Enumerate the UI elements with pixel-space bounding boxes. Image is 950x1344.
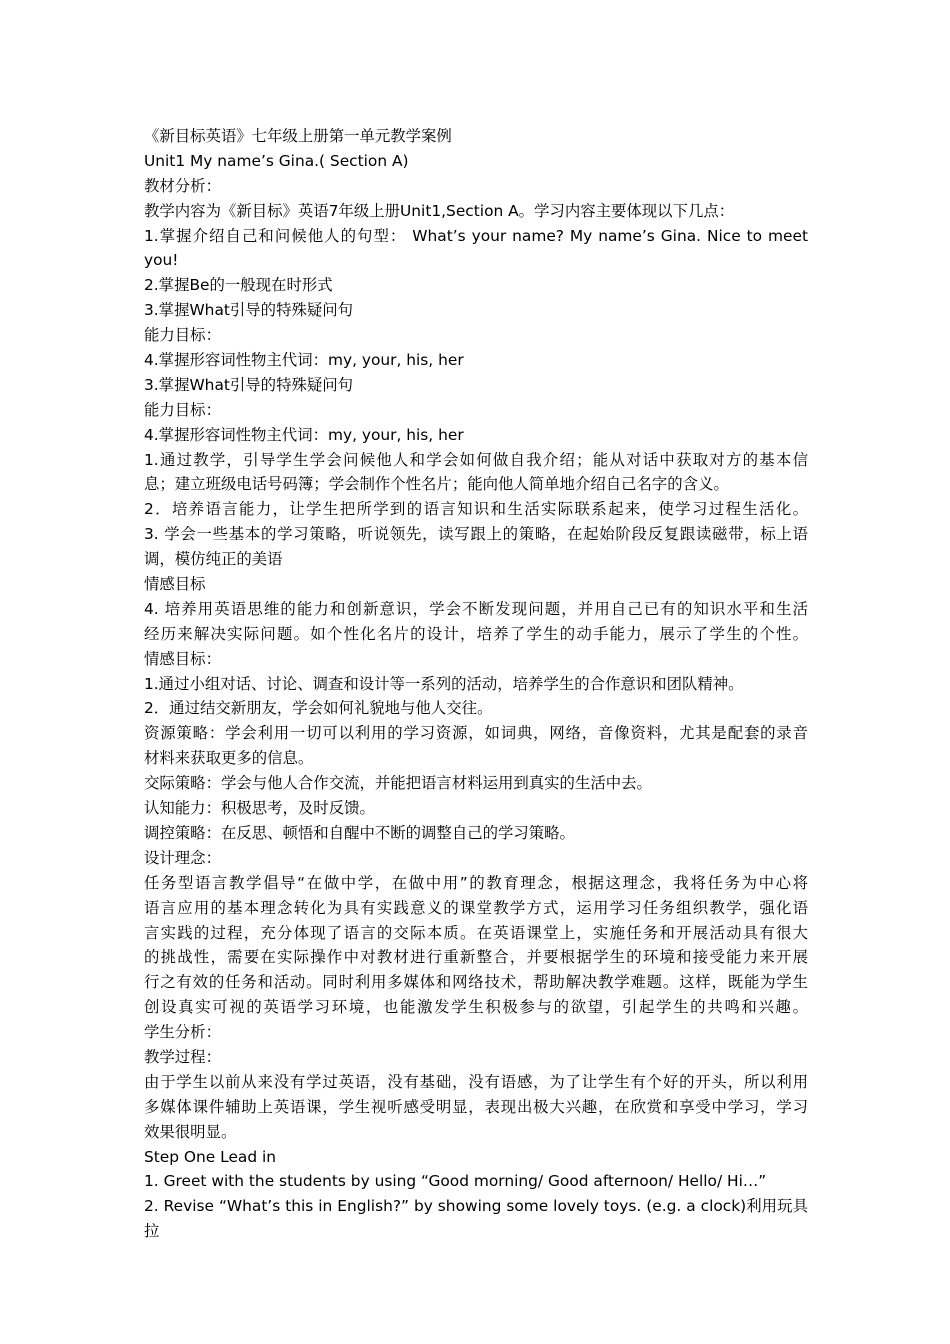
text-line: 创设真实可视的英语学习环境，也能激发学生积极参与的欲望，引起学生的共鸣和兴趣。: [144, 998, 808, 1017]
text-line: 效果很明显。: [144, 1122, 237, 1141]
text-line: 交际策略：学会与他人合作交流，并能把语言材料运用到真实的生活中去。: [144, 774, 652, 793]
text-line: 调控策略：在反思、顿悟和自醒中不断的调整自己的学习策略。: [144, 823, 575, 842]
text-line: 能力目标：: [144, 326, 221, 345]
text-line: 教学过程：: [144, 1047, 221, 1066]
text-line: 1. Greet with the students by using “Good morning/ Good afternoon/ Hello/ Hi…”: [144, 1172, 767, 1191]
text-line: 资源策略：学会利用一切可以利用的学习资源，如词典，网络，音像资料，尤其是配套的录音: [144, 724, 808, 743]
text-line: 3. 学会一些基本的学习策略，听说领先，读写跟上的策略，在起始阶段反复跟读磁带，标上语: [144, 525, 808, 544]
text-line: 能力目标：: [144, 400, 221, 419]
text-line: 言实践的过程，充分体现了语言的交际本质。在英语课堂上，实施任务和开展活动具有很大: [144, 923, 808, 942]
text-line: 由于学生以前从来没有学过英语，没有基础，没有语感，为了让学生有个好的开头，所以利用: [144, 1072, 808, 1091]
text-line: 2．培养语言能力，让学生把所学到的语言知识和生活实际联系起来，使学习过程生活化。: [144, 500, 808, 519]
text-line: 2．通过结交新朋友，学会如何礼貌地与他人交往。: [144, 699, 493, 718]
text-line: 4.掌握形容词性物主代词：my, your, his, her: [144, 351, 464, 370]
text-line: 2.掌握Be的一般现在时形式: [144, 276, 333, 295]
text-line: 4.掌握形容词性物主代词：my, your, his, her: [144, 425, 464, 444]
text-line: you!: [144, 251, 179, 270]
text-line: 2. Revise “What’s this in English?” by showing some lovely toys. (e.g. a clock)利用玩具拉: [144, 1197, 808, 1241]
text-line: 学生分析：: [144, 1023, 221, 1042]
text-line: 任务型语言教学倡导“在做中学，在做中用”的教育理念，根据这理念，我将任务为中心将: [144, 873, 808, 892]
text-line: 情感目标：: [144, 649, 221, 668]
text-line: 1.通过教学，引导学生学会问候他人和学会如何做自我介绍；能从对话中获取对方的基本信: [144, 450, 808, 469]
text-line: Step One Lead in: [144, 1147, 277, 1166]
text-line: 认知能力：积极思考，及时反馈。: [144, 799, 375, 818]
text-line: Unit1 My name’s Gina.( Section A): [144, 151, 409, 170]
text-line: 息；建立班级电话号码簿；学会制作个性名片；能向他人简单地介绍自己名字的含义。: [144, 475, 729, 494]
text-line: 教材分析：: [144, 176, 221, 195]
text-line: 1.掌握介绍自己和问候他人的句型： What’s your name? My name’s Gina. Nice to meet: [144, 226, 808, 245]
text-line: 3.掌握What引导的特殊疑问句: [144, 375, 354, 394]
text-line: 语言应用的基本理念转化为具有实践意义的课堂教学方式，运用学习任务组织教学，强化语: [144, 898, 808, 917]
text-line: 3.掌握What引导的特殊疑问句: [144, 301, 354, 320]
text-line: 调，模仿纯正的美语: [144, 550, 283, 569]
text-line: 《新目标英语》七年级上册第一单元教学案例: [144, 127, 452, 145]
text-line: 1.通过小组对话、讨论、调查和设计等一系列的活动，培养学生的合作意识和团队精神。: [144, 674, 744, 693]
text-line: 多媒体课件辅助上英语课，学生视听感受明显，表现出极大兴趣，在欣赏和享受中学习，学习: [144, 1097, 808, 1116]
text-line: 经历来解决实际问题。如个性化名片的设计，培养了学生的动手能力，展示了学生的个性。: [144, 624, 808, 643]
text-line: 设计理念：: [144, 848, 221, 867]
text-line: 的挑战性，需要在实际操作中对教材进行重新整合，并要根据学生的环境和接受能力来开展: [144, 948, 808, 967]
text-line: 教学内容为《新目标》英语7年级上册Unit1,Section A。学习内容主要体现以下几点：: [144, 201, 735, 220]
text-line: 行之有效的任务和活动。同时利用多媒体和网络技术，帮助解决教学难题。这样，既能为学生: [144, 973, 808, 992]
document-page: [144, 124, 808, 1241]
text-line: 4. 培养用英语思维的能力和创新意识，学会不断发现问题，并用自己已有的知识水平和生活: [144, 599, 808, 618]
text-line: 情感目标: [144, 575, 206, 594]
text-line: 材料来获取更多的信息。: [144, 749, 314, 768]
